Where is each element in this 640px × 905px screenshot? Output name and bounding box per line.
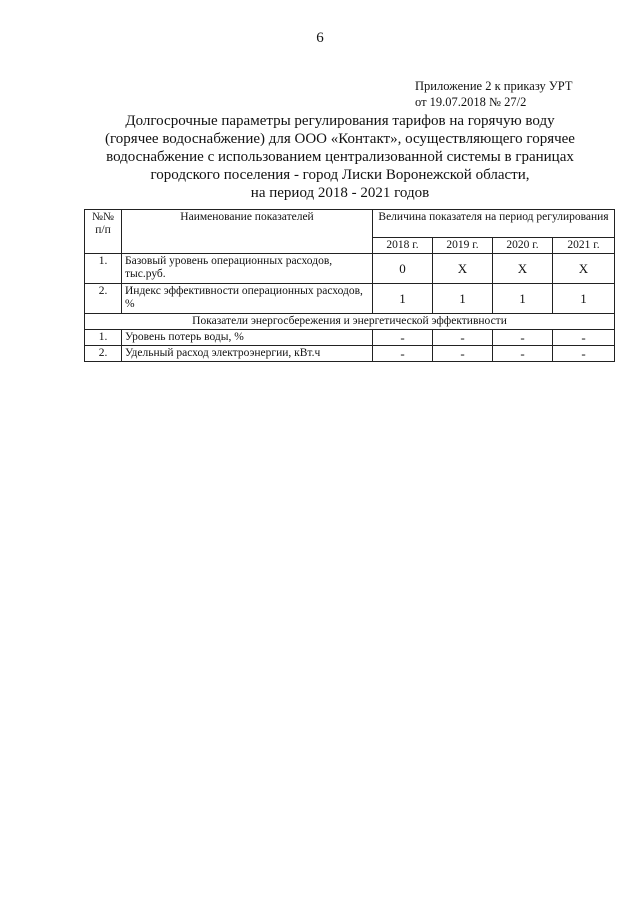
row-value: - [373,346,433,362]
row-number: 2. [85,284,122,314]
appendix-reference [415,78,615,110]
table-row [85,346,615,362]
row-value: 1 [553,284,615,314]
header-name: Наименование показателей [122,210,373,254]
row-number: 2. [85,346,122,362]
parameters-table [84,209,615,362]
table-row [85,330,615,346]
document-title [75,112,605,202]
row-value: Х [433,254,493,284]
row-value: - [553,346,615,362]
appendix-line: Приложение 2 к приказу УРТ [415,79,573,93]
table-row [85,254,615,284]
row-name: Базовый уровень операционных расходов, тыс.руб. [122,254,373,284]
title-line: (горячее водоснабжение) для ООО «Контакт», осуществляющего горячее [105,131,575,147]
row-value: 1 [493,284,553,314]
title-line: городского поселения - город Лиски Воронежской области, [150,167,530,183]
row-value: 1 [433,284,493,314]
row-name: Уровень потерь воды, % [122,330,373,346]
title-line: на период 2018 - 2021 годов [250,185,430,201]
section-header-row [85,314,615,330]
header-period: Величина показателя на период регулирования [373,210,615,238]
row-value: 1 [373,284,433,314]
header-year-2021: 2021 г. [553,238,615,254]
row-value: Х [553,254,615,284]
row-value: Х [493,254,553,284]
header-number: №№ п/п [85,210,122,254]
page-number: 6 [316,30,324,46]
row-value: - [493,346,553,362]
header-year-2020: 2020 г. [493,238,553,254]
row-value: - [433,330,493,346]
row-value: - [553,330,615,346]
row-name: Индекс эффективности операционных расходов, % [122,284,373,314]
header-year-2019: 2019 г. [433,238,493,254]
row-number: 1. [85,330,122,346]
row-value: 0 [373,254,433,284]
title-line: Долгосрочные параметры регулирования тарифов на горячую воду [125,113,555,129]
appendix-date-line: от 19.07.2018 № 27/2 [415,95,527,109]
row-value: - [433,346,493,362]
section-title: Показатели энергосбережения и энергетической эффективности [85,314,615,330]
row-name: Удельный расход электроэнергии, кВт.ч [122,346,373,362]
header-year-2018: 2018 г. [373,238,433,254]
row-value: - [373,330,433,346]
title-line: водоснабжение с использованием централизованной системы в границах [106,149,574,165]
row-number: 1. [85,254,122,284]
table-row [85,284,615,314]
row-value: - [493,330,553,346]
